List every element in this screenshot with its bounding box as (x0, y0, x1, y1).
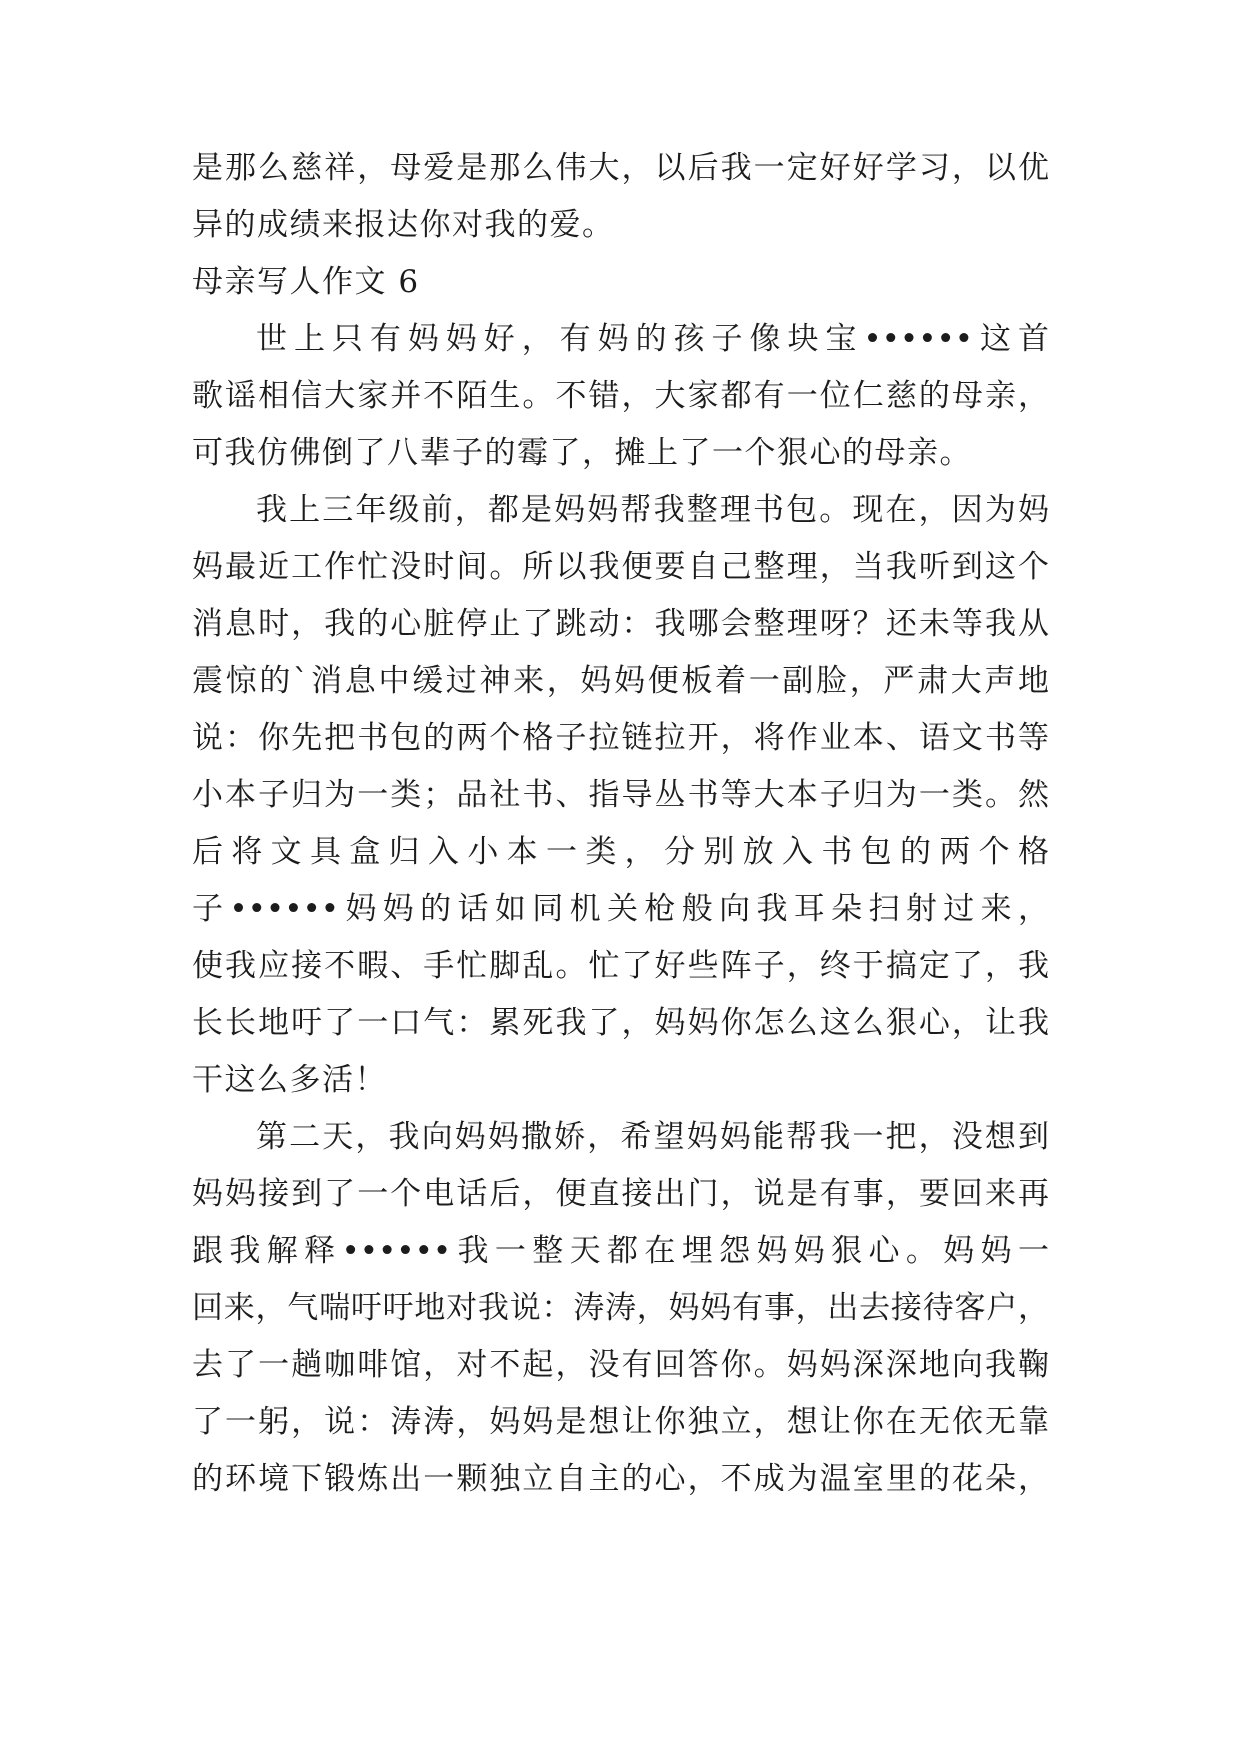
text-line: 去了一趟咖啡馆，对不起，没有回答你。妈妈深深地向我鞠 (192, 1347, 1049, 1383)
text-line: 妈最近工作忙没时间。所以我便要自己整理，当我听到这个 (192, 549, 1049, 585)
text-line: 后将文具盒归入小本一类，分别放入书包的两个格 (192, 834, 1049, 870)
text-line: 震惊的`消息中缓过神来，妈妈便板着一副脸，严肃大声地 (192, 663, 1049, 699)
text-line: 妈妈接到了一个电话后，便直接出门，说是有事，要回来再 (192, 1176, 1049, 1212)
text-line: 可我仿佛倒了八辈子的霉了，摊上了一个狠心的母亲。 (192, 435, 972, 471)
text-line: 的环境下锻炼出一颗独立自主的心，不成为温室里的花朵， (192, 1461, 1049, 1497)
text-line: 回来，气喘吁吁地对我说：涛涛，妈妈有事，出去接待客户， (192, 1290, 1049, 1326)
text-line: 子••••••妈妈的话如同机关枪般向我耳朵扫射过来， (192, 891, 1049, 927)
text-line: 小本子归为一类；品社书、指导丛书等大本子归为一类。然 (192, 777, 1049, 813)
text-line: 世上只有妈妈好，有妈的孩子像块宝••••••这首 (256, 321, 1049, 357)
text-line: 干这么多活！ (192, 1062, 387, 1098)
text-line: 异的成绩来报达你对我的爱。 (192, 207, 615, 243)
text-line: 了一躬，说：涛涛，妈妈是想让你独立，想让你在无依无靠 (192, 1404, 1049, 1440)
text-line: 歌谣相信大家并不陌生。不错，大家都有一位仁慈的母亲， (192, 378, 1049, 414)
text-line: 我上三年级前，都是妈妈帮我整理书包。现在，因为妈 (256, 492, 1049, 528)
text-line: 长长地吁了一口气：累死我了，妈妈你怎么这么狠心，让我 (192, 1005, 1049, 1041)
text-line: 第二天，我向妈妈撒娇，希望妈妈能帮我一把，没想到 (256, 1119, 1049, 1155)
text-line: 消息时，我的心脏停止了跳动：我哪会整理呀？还未等我从 (192, 606, 1049, 642)
text-line: 使我应接不暇、手忙脚乱。忙了好些阵子，终于搞定了，我 (192, 948, 1049, 984)
text-line: 说：你先把书包的两个格子拉链拉开，将作业本、语文书等 (192, 720, 1049, 756)
section-heading: 母亲写人作文 6 (192, 264, 420, 300)
text-line: 是那么慈祥，母爱是那么伟大，以后我一定好好学习，以优 (192, 150, 1049, 186)
text-line: 跟我解释••••••我一整天都在埋怨妈妈狠心。妈妈一 (192, 1233, 1049, 1269)
